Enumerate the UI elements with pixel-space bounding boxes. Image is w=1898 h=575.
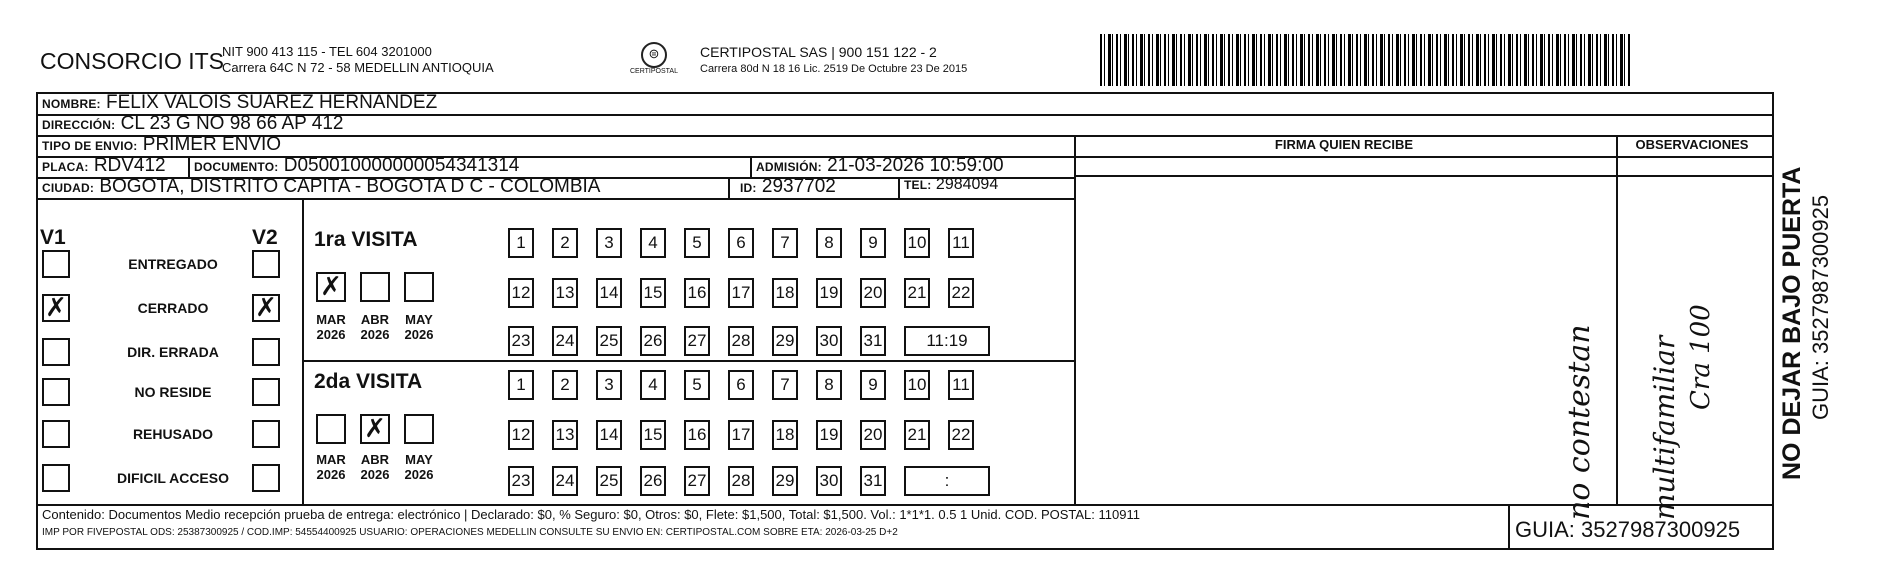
time-box[interactable]: : [904, 466, 990, 496]
firma-handwriting: no contestan [1562, 324, 1597, 520]
day-box[interactable]: 10 [904, 370, 930, 400]
v1-header: V1 [40, 226, 66, 249]
day-box[interactable]: 16 [684, 278, 710, 308]
day-box[interactable]: 12 [508, 278, 534, 308]
certipostal-info [700, 44, 967, 78]
month-label [309, 312, 353, 342]
day-box[interactable]: 11 [948, 228, 974, 258]
id-field [740, 176, 836, 198]
day-box[interactable]: 31 [860, 326, 886, 356]
status-label: REHUSADO [132, 426, 214, 442]
admision-value: 21-03-2026 10:59:00 [827, 155, 1004, 176]
day-box[interactable]: 23 [508, 326, 534, 356]
day-box[interactable]: 3 [596, 370, 622, 400]
month-year: 2026 [360, 467, 390, 482]
day-box[interactable]: 8 [816, 370, 842, 400]
day-box[interactable]: 25 [596, 466, 622, 496]
nombre-field [42, 92, 437, 114]
id-value: 2937702 [761, 176, 836, 197]
direccion-label: DIRECCIÓN: [42, 118, 116, 132]
v1-checkbox[interactable] [42, 420, 70, 448]
second-visit-title: 2da VISITA [314, 370, 423, 393]
day-box[interactable]: 17 [728, 278, 754, 308]
day-box[interactable]: 3 [596, 228, 622, 258]
documento-field [194, 155, 519, 177]
documento-value: D050010000000054341314 [283, 155, 520, 176]
observaciones-handwriting-2: Cra 100 [1686, 304, 1716, 410]
day-box[interactable]: 2 [552, 370, 578, 400]
first-visit-title: 1ra VISITA [314, 228, 418, 251]
footer-print-info: IMP POR FIVEPOSTAL ODS: 25387300925 / COD.IMP: 54554400925 USUARIO: OPERACIONES MEDELLIN CONSULTE SU ENVIO EN: CERTIPOSTAL.COM SOBRE ETA: 2026-03-25 D+2 [42, 527, 898, 538]
company-address: Carrera 64C N 72 - 58 MEDELLIN ANTIOQUIA [222, 60, 494, 75]
logo-text: CERTIPOSTAL [630, 68, 678, 75]
day-box[interactable]: 24 [552, 326, 578, 356]
ciudad-field [42, 176, 600, 198]
nombre-label: NOMBRE: [42, 97, 101, 111]
observaciones-handwriting-1: multifamiliar [1648, 335, 1681, 520]
status-label: NO RESIDE [134, 384, 212, 400]
day-box[interactable]: 14 [596, 278, 622, 308]
nombre-value: FELIX VALOIS SUAREZ HERNANDEZ [106, 92, 438, 113]
month-name: MAY [405, 312, 433, 327]
tipo-field [42, 134, 281, 156]
day-box[interactable]: 11 [948, 370, 974, 400]
day-box[interactable]: 7 [772, 228, 798, 258]
status-label: ENTREGADO [128, 256, 218, 272]
day-box[interactable]: 4 [640, 228, 666, 258]
day-box[interactable]: 15 [640, 278, 666, 308]
guia-number: GUIA: 3527987300925 [1515, 517, 1741, 542]
day-box[interactable]: 26 [640, 466, 666, 496]
ciudad-label: CIUDAD: [42, 181, 95, 195]
month-label [397, 312, 441, 342]
month-label [309, 452, 353, 482]
day-box[interactable]: 25 [596, 326, 622, 356]
month-name: ABR [360, 452, 390, 467]
month-name: MAY [405, 452, 433, 467]
month-year: 2026 [404, 467, 434, 482]
id-label: ID: [740, 181, 757, 195]
direccion-field [42, 113, 344, 135]
admision-label: ADMISIÓN: [756, 160, 822, 174]
placa-label: PLACA: [42, 160, 89, 174]
v2-checkbox[interactable] [252, 464, 280, 492]
day-box[interactable]: 8 [816, 228, 842, 258]
month-name: MAR [316, 312, 346, 327]
time-box[interactable]: 11:19 [904, 326, 990, 356]
month-checkbox[interactable]: ✗ [316, 272, 346, 302]
certipostal-address: Carrera 80d N 18 16 Lic. 2519 De Octubre 23 De 2015 [700, 63, 968, 75]
v1-checkbox[interactable] [42, 250, 70, 278]
month-label [397, 452, 441, 482]
day-box[interactable]: 13 [552, 420, 578, 450]
month-year: 2026 [360, 327, 390, 342]
barcode [1100, 34, 1632, 86]
month-checkbox[interactable]: ✗ [360, 414, 390, 444]
day-box[interactable]: 24 [552, 466, 578, 496]
day-box[interactable]: 20 [860, 420, 886, 450]
footer-content: Contenido: Documentos Medio recepción prueba de entrega: electrónico | Declarado: $0, % Seguro: $0, Otros: $0, Flete: $1,500, Total: $1,500. Vol.: 1*1*1. 0.5 1 Unid. COD. POSTAL: 110911 [42, 507, 1140, 522]
side-warning: NO DEJAR BAJO PUERTA [1778, 166, 1806, 480]
tipo-value: PRIMER ENVIO [142, 134, 282, 155]
day-box[interactable]: 5 [684, 228, 710, 258]
admision-field [756, 155, 1004, 177]
certipostal-logo [630, 42, 678, 75]
day-box[interactable]: 30 [816, 326, 842, 356]
day-box[interactable]: 12 [508, 420, 534, 450]
day-box[interactable]: 29 [772, 466, 798, 496]
day-box[interactable]: 28 [728, 466, 754, 496]
v2-checkbox[interactable] [252, 250, 280, 278]
day-box[interactable]: 1 [508, 228, 534, 258]
day-box[interactable]: 19 [816, 278, 842, 308]
day-box[interactable]: 1 [508, 370, 534, 400]
day-box[interactable]: 10 [904, 228, 930, 258]
v2-checkbox[interactable] [252, 420, 280, 448]
day-box[interactable]: 21 [904, 420, 930, 450]
day-box[interactable]: 27 [684, 326, 710, 356]
day-box[interactable]: 13 [552, 278, 578, 308]
day-box[interactable]: 6 [728, 370, 754, 400]
observaciones-header: OBSERVACIONES [1635, 137, 1749, 152]
month-name: ABR [360, 312, 390, 327]
company-name: CONSORCIO ITS [40, 48, 225, 74]
day-box[interactable]: 29 [772, 326, 798, 356]
day-box[interactable]: 28 [728, 326, 754, 356]
month-label [353, 312, 397, 342]
month-year: 2026 [404, 327, 434, 342]
tel-field [904, 176, 998, 194]
day-box[interactable]: 23 [508, 466, 534, 496]
tipo-label: TIPO DE ENVIO: [42, 139, 138, 153]
month-checkbox[interactable] [404, 272, 434, 302]
logo-emblem-icon: ⊜ [641, 42, 667, 68]
v1-checkbox[interactable]: ✗ [42, 294, 70, 322]
v2-checkbox[interactable] [252, 378, 280, 406]
day-box[interactable]: 20 [860, 278, 886, 308]
company-nit: NIT 900 413 115 - TEL 604 3201000 [222, 44, 432, 59]
tel-label: TEL: [904, 178, 932, 192]
placa-value: RDV412 [93, 155, 166, 176]
day-box[interactable]: 22 [948, 420, 974, 450]
month-year: 2026 [316, 327, 346, 342]
month-name: MAR [316, 452, 346, 467]
day-box[interactable]: 5 [684, 370, 710, 400]
day-box[interactable]: 27 [684, 466, 710, 496]
ciudad-value: BOGOTA, DISTRITO CAPITA - BOGOTA D C - COLOMBIA [99, 176, 601, 197]
day-box[interactable]: 15 [640, 420, 666, 450]
day-box[interactable]: 18 [772, 420, 798, 450]
day-box[interactable]: 21 [904, 278, 930, 308]
day-box[interactable]: 9 [860, 228, 886, 258]
v2-header: V2 [252, 226, 278, 249]
month-checkbox[interactable] [404, 414, 434, 444]
v1-checkbox[interactable] [42, 464, 70, 492]
day-box[interactable]: 9 [860, 370, 886, 400]
month-year: 2026 [316, 467, 346, 482]
side-guia: GUIA: 3527987300925 [1808, 194, 1833, 420]
certipostal-nit: CERTIPOSTAL SAS | 900 151 122 - 2 [700, 44, 937, 60]
v2-checkbox[interactable]: ✗ [252, 294, 280, 322]
day-box[interactable]: 4 [640, 370, 666, 400]
day-box[interactable]: 6 [728, 228, 754, 258]
day-box[interactable]: 19 [816, 420, 842, 450]
v2-checkbox[interactable] [252, 338, 280, 366]
day-box[interactable]: 30 [816, 466, 842, 496]
month-checkbox[interactable] [316, 414, 346, 444]
day-box[interactable]: 2 [552, 228, 578, 258]
firma-header: FIRMA QUIEN RECIBE [1274, 137, 1414, 152]
placa-field [42, 155, 166, 177]
v1-checkbox[interactable] [42, 378, 70, 406]
day-box[interactable]: 16 [684, 420, 710, 450]
status-label: DIFICIL ACCESO [116, 470, 229, 486]
day-box[interactable]: 26 [640, 326, 666, 356]
day-box[interactable]: 7 [772, 370, 798, 400]
day-box[interactable]: 22 [948, 278, 974, 308]
documento-label: DOCUMENTO: [194, 160, 279, 174]
direccion-value: CL 23 G NO 98 66 AP 412 [120, 113, 344, 134]
status-label: CERRADO [137, 300, 209, 316]
status-label: DIR. ERRADA [127, 344, 219, 360]
day-box[interactable]: 18 [772, 278, 798, 308]
company-info [222, 44, 494, 76]
day-box[interactable]: 14 [596, 420, 622, 450]
day-box[interactable]: 31 [860, 466, 886, 496]
month-label [353, 452, 397, 482]
tel-value: 2984094 [935, 176, 999, 193]
month-checkbox[interactable] [360, 272, 390, 302]
day-box[interactable]: 17 [728, 420, 754, 450]
v1-checkbox[interactable] [42, 338, 70, 366]
